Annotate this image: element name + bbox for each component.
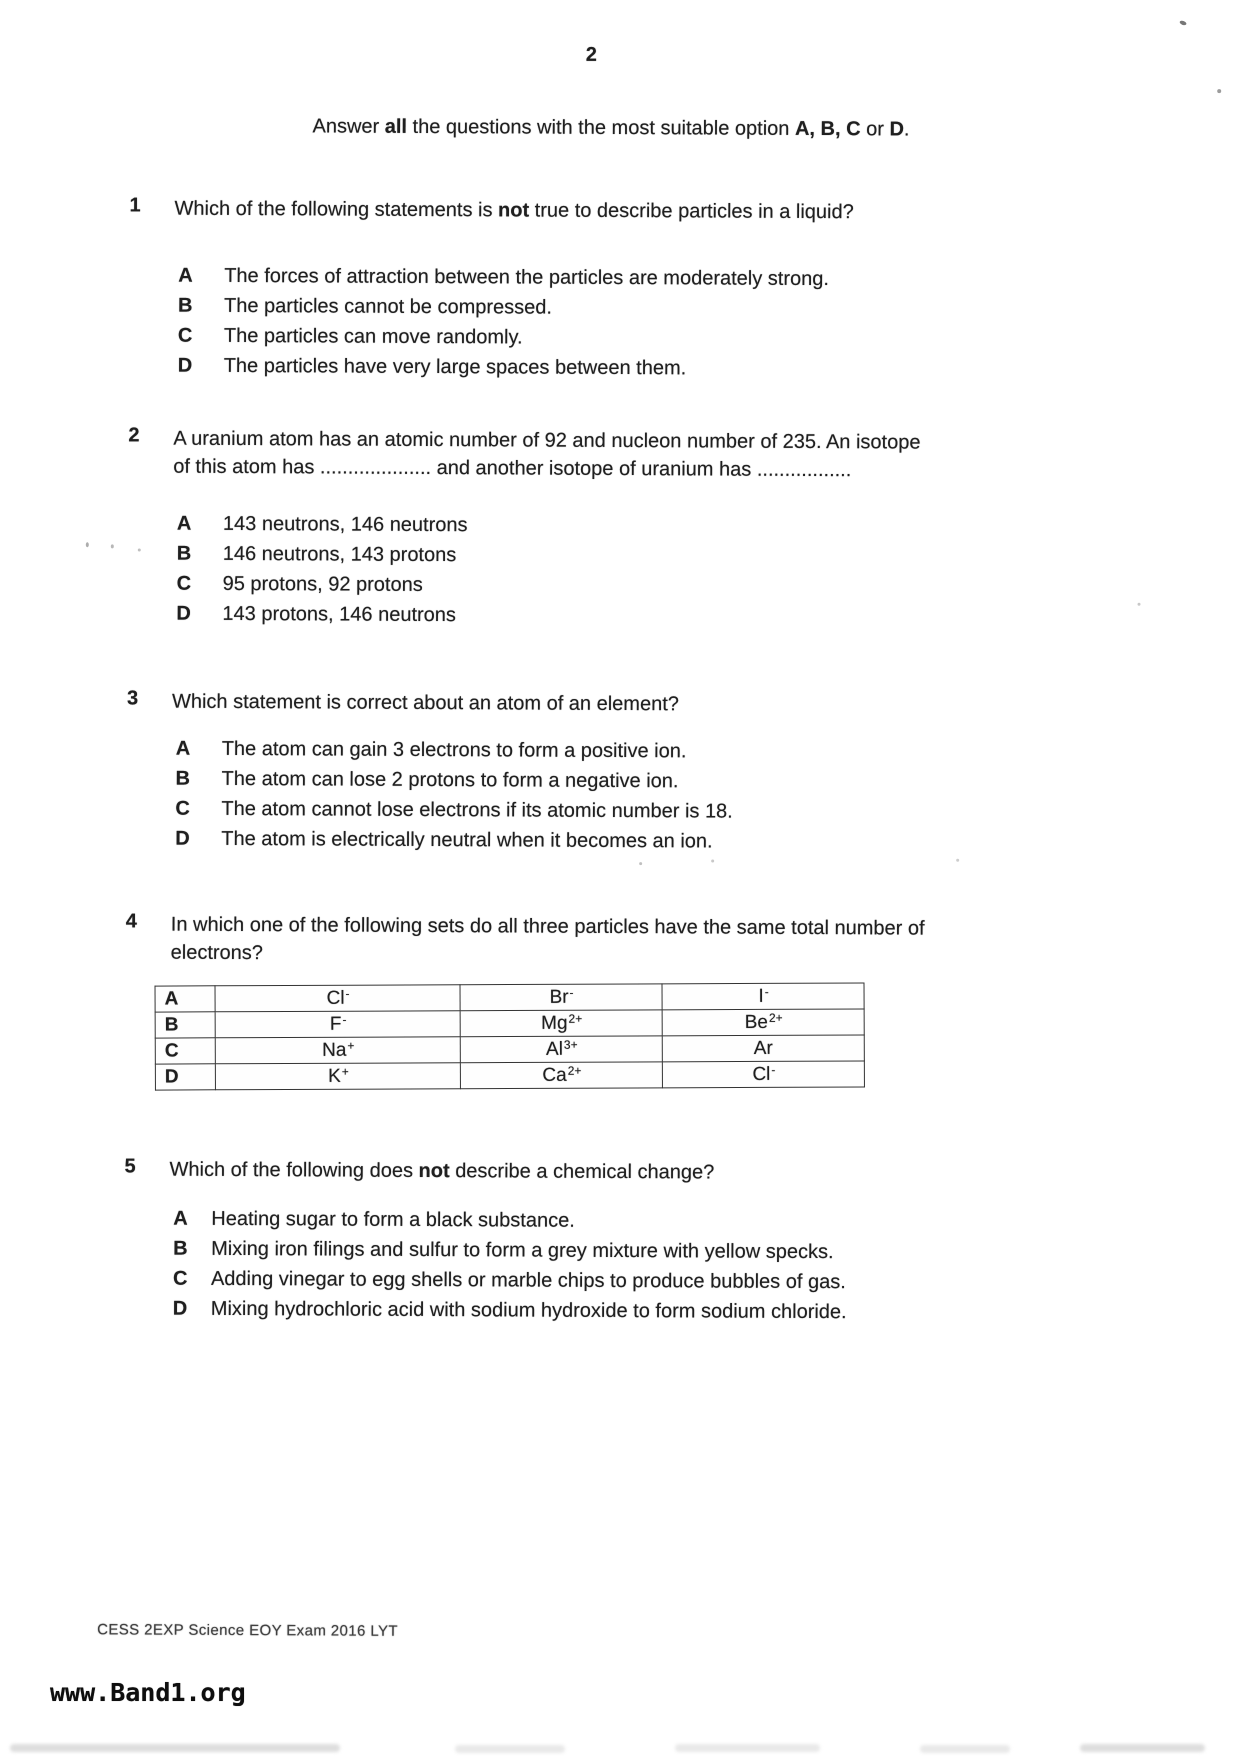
scan-speck — [86, 542, 89, 547]
ion-charge: - — [342, 1012, 347, 1027]
question-number: 5 — [124, 1155, 136, 1178]
text-segment: or — [860, 118, 890, 141]
scan-smudge — [10, 1744, 340, 1752]
text-segment: A uranium atom has an atomic number of 92 and nucleon number of 235. An isotope — [173, 427, 921, 454]
ion-symbol: Cl — [752, 1063, 771, 1085]
q5-option-D — [173, 1294, 1236, 1330]
text-segment: Which statement is correct about an atom of an element? — [171, 690, 679, 716]
ion-charge: - — [771, 1062, 776, 1077]
option-text: The particles can move randomly. — [223, 324, 523, 349]
option-letter: C — [176, 572, 192, 595]
q3-option-D — [175, 824, 1238, 860]
question-3 — [0, 687, 1239, 859]
ion-charge: 2+ — [567, 1063, 582, 1078]
option-text: 146 neutrons, 143 protons — [222, 542, 457, 567]
option-letter: A — [173, 1207, 188, 1230]
ion-charge: - — [764, 984, 769, 999]
ion-cell — [662, 983, 864, 1010]
text-segment: In which one of the following sets do all three particles have the same total number of — [170, 913, 925, 940]
ion-charge: + — [341, 1064, 349, 1079]
option-text: The particles cannot be compressed. — [224, 294, 553, 319]
text-segment: Which of the following statements is — [174, 197, 499, 222]
ion-symbol: Br — [549, 986, 569, 1008]
option-text: 95 protons, 92 protons — [222, 572, 423, 596]
ion-charge: + — [347, 1038, 355, 1053]
option-letter: D — [176, 602, 191, 625]
option-letter: C — [172, 1267, 188, 1290]
scan-smudge — [920, 1745, 1010, 1753]
instruction-line — [3, 114, 1219, 143]
ion-charge: - — [345, 986, 350, 1001]
bold-text: not — [418, 1159, 450, 1183]
ion-symbol: Cl — [326, 987, 345, 1009]
option-letter: B — [178, 294, 193, 317]
bold-text: all — [384, 115, 408, 138]
footer-exam-code: CESS 2EXP Science EOY Exam 2016 LYT — [97, 1621, 399, 1640]
question-number: 3 — [126, 687, 139, 710]
option-letter: A — [176, 512, 192, 535]
option-text: The atom cannot lose electrons if its atomic number is 18. — [221, 797, 733, 823]
table-row — [155, 1035, 864, 1064]
text-segment: Which of the following does — [169, 1158, 419, 1182]
options-list — [173, 1204, 1237, 1330]
option-text: The particles have very large spaces between them. — [223, 354, 687, 380]
question-text-line — [175, 195, 1095, 228]
ion-cell — [460, 1036, 662, 1063]
question-text — [171, 911, 1091, 972]
ion-cell — [215, 1037, 460, 1064]
option-text: Mixing iron filings and sulfur to form a grey mixture with yellow specks. — [211, 1237, 834, 1264]
question-text — [172, 688, 1092, 721]
scan-speck — [1138, 603, 1141, 606]
text-segment: . — [903, 118, 910, 141]
row-letter: B — [155, 1012, 215, 1038]
ion-charge: 2+ — [768, 1010, 783, 1025]
question-text-line — [172, 688, 1092, 721]
footer-website: www.Band1.org — [50, 1678, 246, 1707]
scan-smudge — [1080, 1744, 1205, 1752]
question-number: 4 — [125, 910, 138, 933]
q2-option-D — [176, 599, 1239, 635]
option-text: 143 protons, 146 neutrons — [222, 602, 457, 627]
question-text — [175, 195, 1095, 228]
question-5 — [0, 1155, 1237, 1329]
ion-symbol: Al — [545, 1038, 563, 1060]
option-letter: B — [176, 542, 192, 565]
options-list — [175, 734, 1239, 860]
ion-cell — [662, 1035, 864, 1062]
ion-cell — [215, 1063, 460, 1090]
ion-symbol: F — [329, 1013, 342, 1035]
scan-smudge — [675, 1744, 820, 1752]
question-number: 2 — [128, 424, 140, 447]
q1-option-D — [178, 351, 1239, 387]
question-number: 1 — [129, 194, 141, 217]
options-list — [178, 261, 1239, 387]
row-letter: A — [155, 986, 215, 1012]
table-row — [155, 1009, 864, 1038]
question-2 — [0, 424, 1239, 634]
scan-speck — [1179, 20, 1187, 26]
ion-symbol: K — [327, 1065, 341, 1087]
text-segment: describe a chemical change? — [449, 1160, 715, 1184]
option-text: Mixing hydrochloric acid with sodium hydroxide to form sodium chloride. — [210, 1297, 847, 1324]
question-1 — [2, 194, 1239, 386]
question-text-line — [169, 1156, 1089, 1189]
option-text: Heating sugar to form a black substance. — [211, 1207, 575, 1232]
ion-charge: 3+ — [563, 1037, 578, 1052]
text-segment: true to describe particles in a liquid? — [529, 199, 854, 224]
table-row — [155, 1061, 864, 1090]
ion-symbol: Be — [744, 1011, 768, 1033]
ion-cell — [215, 1011, 460, 1038]
option-letter: A — [178, 264, 193, 287]
question-text — [169, 1156, 1089, 1189]
bold-text: A, B, C — [794, 117, 861, 141]
option-letter: C — [175, 797, 190, 820]
option-text: The atom can gain 3 electrons to form a positive ion. — [221, 737, 687, 763]
question-text-line — [171, 939, 1091, 972]
option-letter: D — [177, 354, 193, 377]
bold-text: not — [497, 199, 530, 222]
ion-cell — [215, 985, 460, 1012]
text-segment: Answer — [312, 115, 385, 138]
ion-cell — [460, 1062, 662, 1089]
ion-charge: - — [569, 985, 574, 1000]
scan-speck — [111, 544, 114, 548]
scan-smudge — [455, 1745, 565, 1753]
option-letter: D — [172, 1297, 188, 1320]
scan-speck — [1217, 89, 1221, 93]
text-segment: of this atom has .................... and another isotope of uranium has ................. — [173, 455, 852, 482]
question-4 — [0, 910, 1238, 1096]
text-segment: the questions with the most suitable option — [406, 115, 796, 140]
option-letter: B — [175, 767, 191, 790]
question-text — [173, 425, 1093, 486]
ion-symbol: I — [758, 985, 764, 1007]
options-list — [176, 509, 1239, 635]
option-letter: C — [177, 324, 193, 347]
ion-charge: 2+ — [568, 1011, 583, 1026]
scan-speck — [956, 859, 959, 862]
ion-symbol: Mg — [541, 1012, 568, 1034]
option-text: The atom is electrically neutral when it becomes an ion. — [221, 827, 713, 853]
option-letter: B — [173, 1237, 188, 1260]
table-row — [155, 983, 864, 1012]
scan-speck — [138, 548, 141, 551]
ion-symbol: Ar — [753, 1037, 773, 1059]
scan-speck — [639, 862, 642, 865]
option-text: The forces of attraction between the particles are moderately strong. — [224, 264, 830, 291]
option-letter: A — [175, 737, 191, 760]
row-letter: C — [155, 1038, 215, 1064]
bold-text: D — [889, 118, 904, 141]
option-text: The atom can lose 2 protons to form a negative ion. — [221, 767, 679, 793]
ion-symbol: Na — [322, 1039, 347, 1061]
option-text: 143 neutrons, 146 neutrons — [222, 512, 468, 537]
ion-cell — [662, 1061, 864, 1088]
option-text: Adding vinegar to egg shells or marble chips to produce bubbles of gas. — [210, 1267, 846, 1294]
question-text-line — [173, 453, 1093, 486]
page-number: 2 — [585, 43, 598, 66]
ion-cell — [662, 1009, 864, 1036]
question-text-line — [171, 911, 1091, 944]
ion-cell — [460, 1010, 662, 1037]
ion-cell — [460, 984, 662, 1011]
ion-symbol: Ca — [542, 1064, 567, 1086]
scan-speck — [711, 859, 714, 862]
option-letter: D — [175, 827, 190, 850]
text-segment: electrons? — [170, 941, 264, 965]
row-letter: D — [155, 1064, 215, 1090]
particles-table — [155, 982, 865, 1090]
